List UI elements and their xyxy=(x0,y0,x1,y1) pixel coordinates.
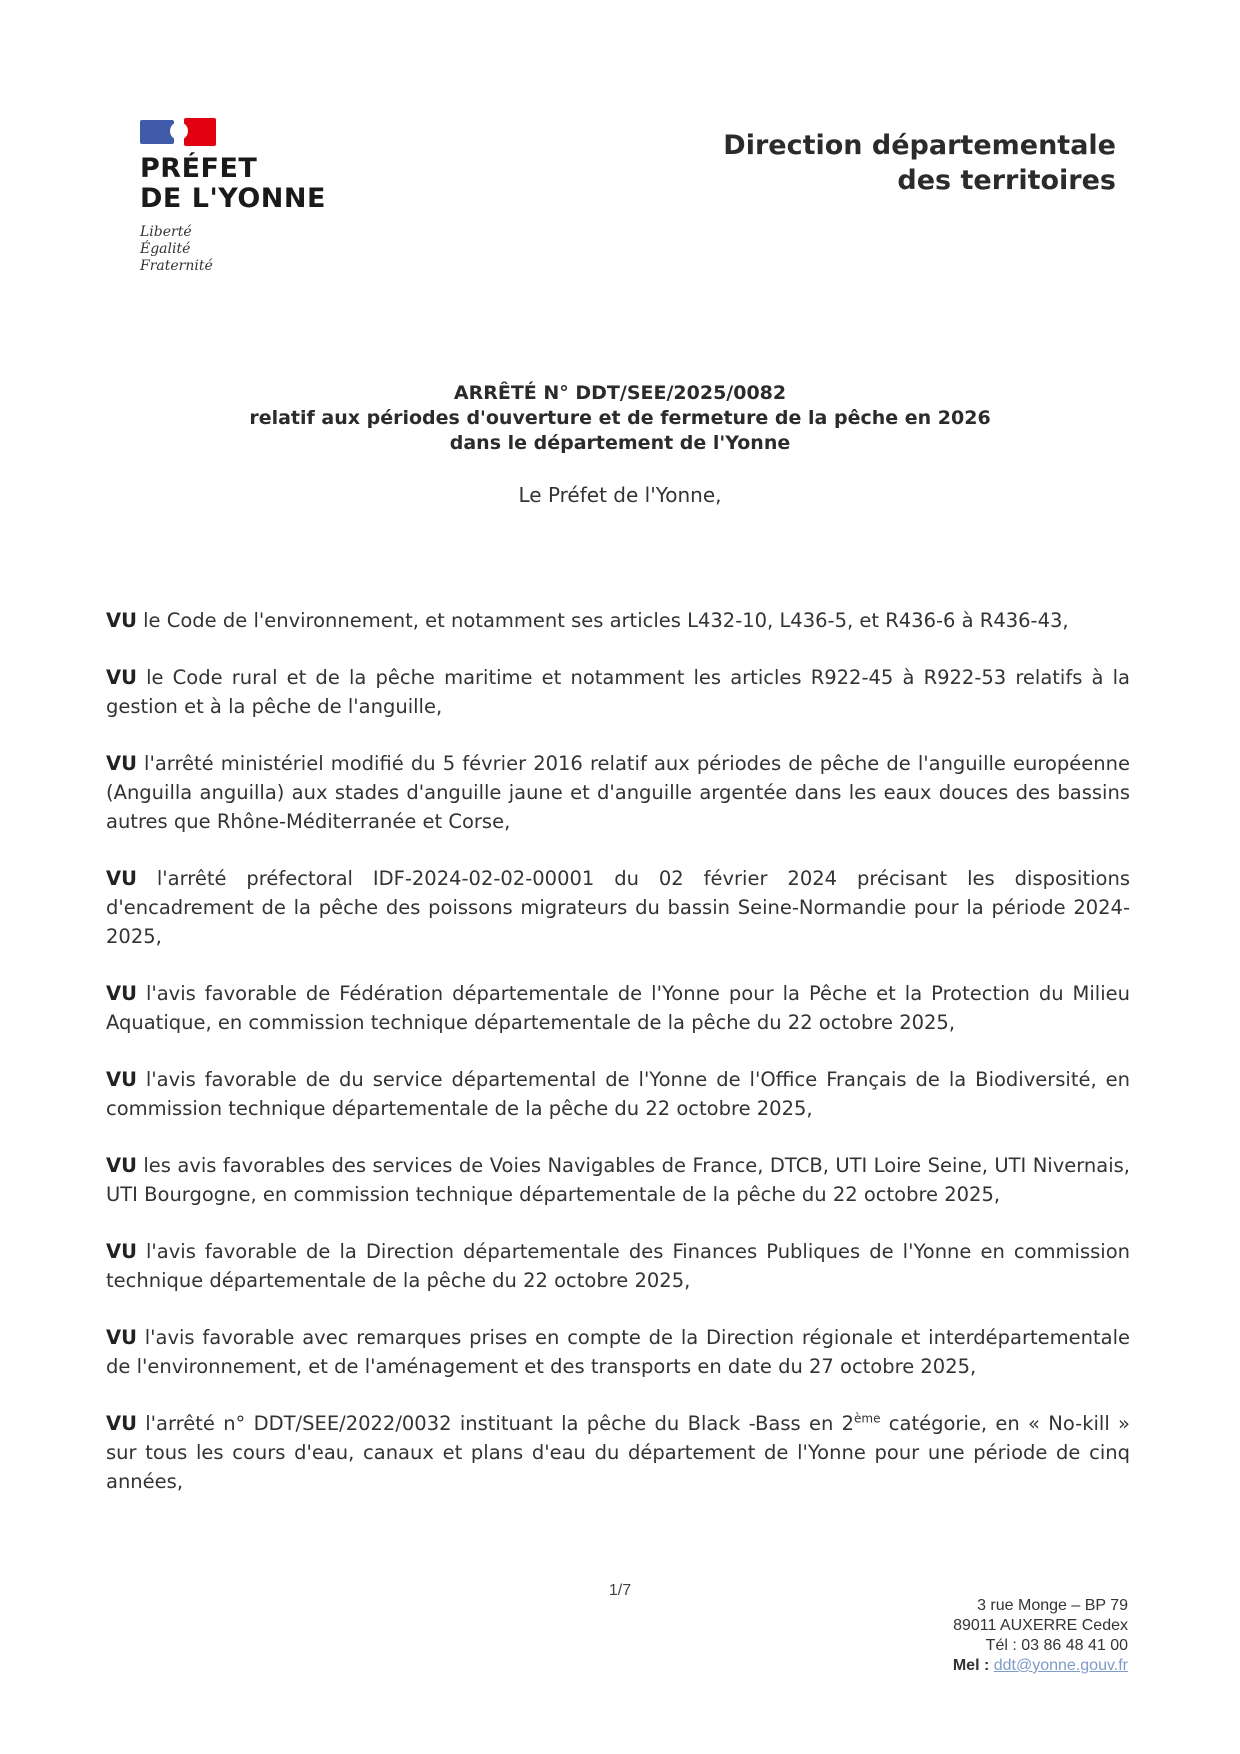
vu-paragraph xyxy=(106,663,1130,721)
arrete-number: ARRÊTÉ N° DDT/SEE/2025/0082 xyxy=(453,382,787,404)
logo-title xyxy=(140,154,380,214)
vu-lead: VU xyxy=(106,1326,137,1349)
direction-line1: Direction départementale xyxy=(723,130,1116,161)
vu-paragraph xyxy=(106,749,1130,836)
prefet-line: Le Préfet de l'Yonne, xyxy=(518,483,722,507)
arrete-subject-line2: dans le département de l'Yonne xyxy=(449,432,791,454)
vu-text: l'avis favorable de la Direction départementale des Finances Publiques de l'Yonne en commission technique départementale de la pêche du 22 octobre 2025, xyxy=(106,1240,1130,1292)
vu-lead: VU xyxy=(106,982,137,1005)
motto-fraternite: Fraternité xyxy=(140,258,213,274)
motto-egalite: Égalité xyxy=(140,241,191,257)
vu-text-continued: catégorie, en « No-kill » sur tous les cours d'eau, canaux et plans d'eau du département de l'Yonne pour une période de cinq années, xyxy=(106,1412,1130,1493)
document-body xyxy=(106,606,1130,1524)
vu-text: l'arrêté ministériel modifié du 5 février 2016 relatif aux périodes de pêche de l'anguille européenne (Anguilla anguilla) aux stades d'anguille jaune et d'anguille argentée dans les eaux douces des bassins autres que Rhône-Méditerranée et Corse, xyxy=(106,752,1130,833)
vu-paragraph xyxy=(106,864,1130,951)
address-phone: Tél : 03 86 48 41 00 xyxy=(985,1637,1128,1654)
vu-text: l'arrêté préfectoral IDF-2024-02-02-00001 du 02 février 2024 précisant les dispositions d'encadrement de la pêche des poissons migrateurs du bassin Seine-Normandie pour la période 2024-2025, xyxy=(106,867,1130,948)
direction-heading xyxy=(723,128,1116,198)
motto-liberte: Liberté xyxy=(140,224,192,240)
marianne-flag-icon xyxy=(140,118,218,146)
superscript-eme: ème xyxy=(854,1411,881,1426)
vu-text: le Code de l'environnement, et notamment ses articles L432-10, L436-5, et R436-6 à R436-43, xyxy=(136,609,1069,632)
mail-label: Mel : xyxy=(952,1657,990,1674)
arrete-subject-line1: relatif aux périodes d'ouverture et de fermeture de la pêche en 2026 xyxy=(249,407,991,429)
page-number: 1/7 xyxy=(608,1582,632,1599)
vu-text: le Code rural et de la pêche maritime et notamment les articles R922-45 à R922-53 relatifs à la gestion et à la pêche de l'anguille, xyxy=(106,666,1130,718)
prefet-logo xyxy=(140,118,380,275)
vu-paragraph xyxy=(106,1151,1130,1209)
vu-text: l'avis favorable de du service départemental de l'Yonne de l'Office Français de la Biodiversité, en commission technique départementale de la pêche du 22 octobre 2025, xyxy=(106,1068,1130,1120)
vu-text: les avis favorables des services de Voies Navigables de France, DTCB, UTI Loire Seine, UTI Nivernais, UTI Bourgogne, en commission technique départementale de la pêche du 22 octobre 2025, xyxy=(106,1154,1130,1206)
vu-lead: VU xyxy=(106,1068,137,1091)
mail-link[interactable]: ddt@yonne.gouv.fr xyxy=(993,1657,1128,1674)
vu-paragraph xyxy=(106,1323,1130,1381)
vu-paragraph xyxy=(106,1065,1130,1123)
vu-lead: VU xyxy=(106,609,137,632)
vu-lead: VU xyxy=(106,867,137,890)
republic-motto xyxy=(140,224,380,275)
vu-text: l'arrêté n° DDT/SEE/2022/0032 instituant la pêche du Black -Bass en 2 xyxy=(136,1412,855,1435)
vu-paragraph-black-bass xyxy=(106,1409,1130,1496)
vu-lead: VU xyxy=(106,1412,137,1435)
vu-paragraph xyxy=(106,1237,1130,1295)
logo-title-line2: DE L'YONNE xyxy=(140,183,326,214)
vu-text: l'avis favorable de Fédération départementale de l'Yonne pour la Pêche et la Protection du Milieu Aquatique, en commission technique départementale de la pêche du 22 octobre 2025, xyxy=(106,982,1130,1034)
direction-line2: des territoires xyxy=(897,165,1116,196)
vu-text: l'avis favorable avec remarques prises en compte de la Direction régionale et interdépartementale de l'environnement, et de l'aménagement et des transports en date du 27 octobre 2025, xyxy=(106,1326,1130,1378)
vu-lead: VU xyxy=(106,666,137,689)
address-city: 89011 AUXERRE Cedex xyxy=(953,1617,1128,1634)
vu-paragraph xyxy=(106,606,1130,635)
vu-lead: VU xyxy=(106,1240,137,1263)
vu-lead: VU xyxy=(106,1154,137,1177)
footer-address xyxy=(953,1596,1128,1676)
address-street: 3 rue Monge – BP 79 xyxy=(977,1597,1128,1614)
vu-lead: VU xyxy=(106,752,137,775)
vu-paragraph xyxy=(106,979,1130,1037)
address-mail-row xyxy=(953,1656,1128,1676)
arrete-title xyxy=(0,381,1240,456)
logo-title-line1: PRÉFET xyxy=(140,153,258,184)
